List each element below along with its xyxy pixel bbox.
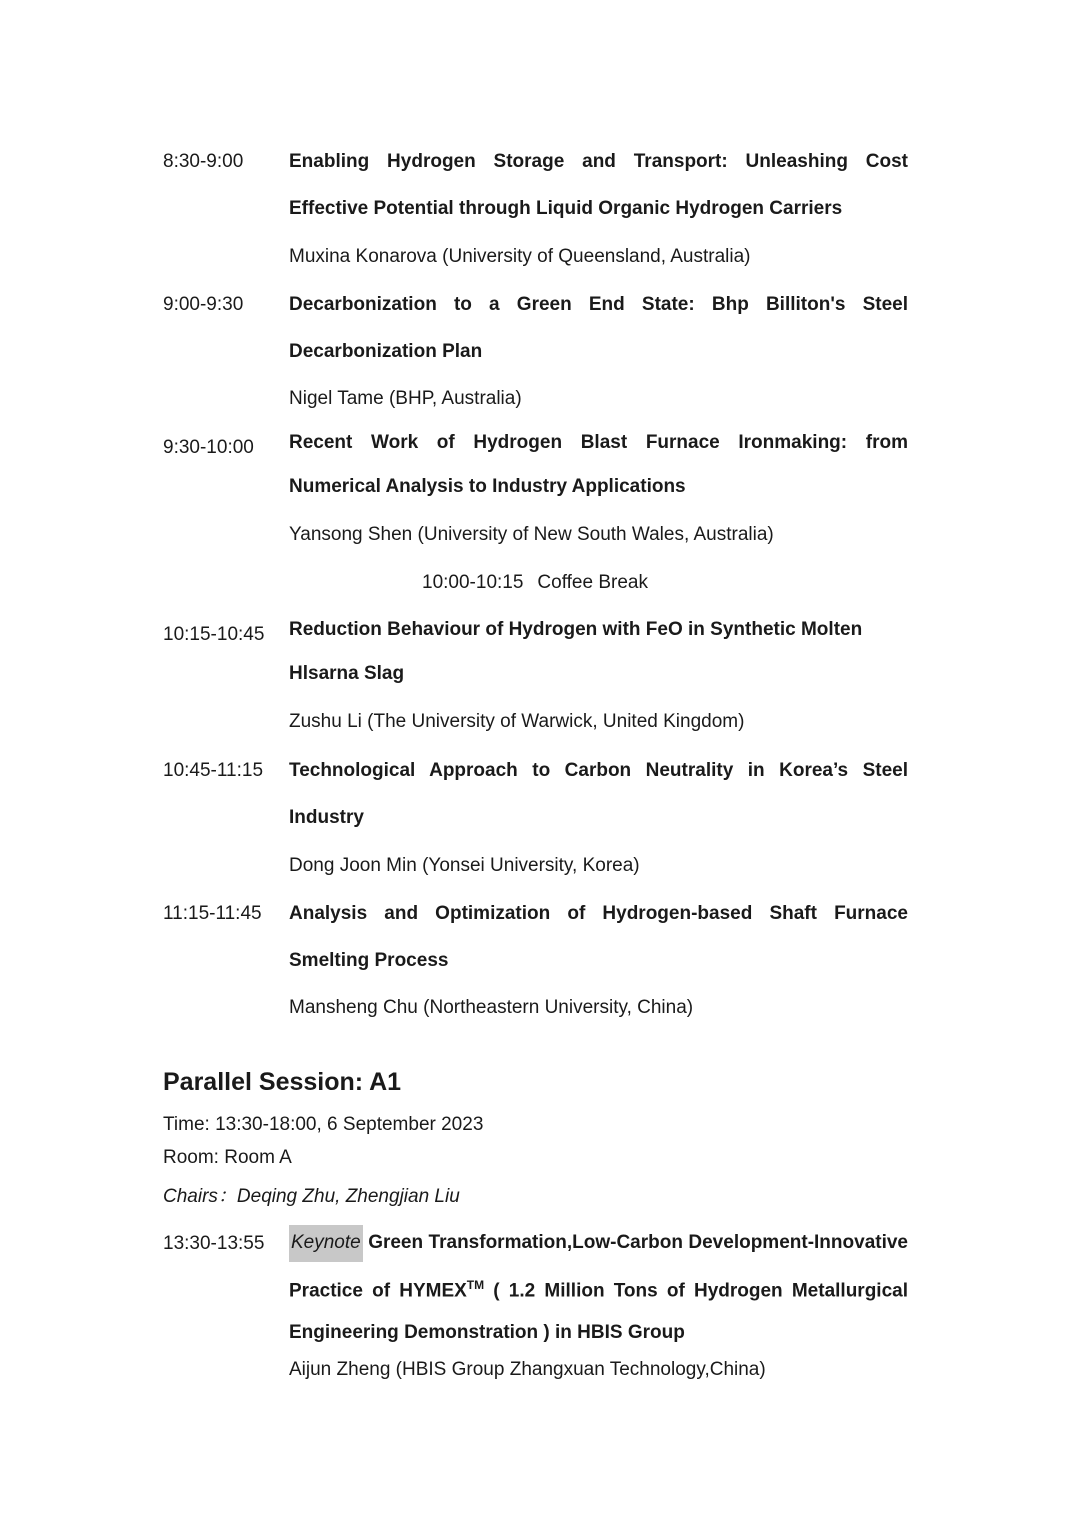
talk-title: Reduction Behaviour of Hydrogen with FeO in Synthetic Molten Hlsarna Slag (289, 619, 863, 684)
coffee-break (422, 572, 648, 594)
talk-speaker: Muxina Konarova (University of Queensland, Australia) (289, 246, 751, 267)
talk-speaker: Nigel Tame (BHP, Australia) (289, 388, 522, 409)
keynote-tag: Keynote (289, 1225, 363, 1262)
break-label: Coffee Break (537, 572, 648, 593)
talk-speaker: Mansheng Chu (Northeastern University, China) (289, 997, 694, 1018)
talk-time: 8:30-9:00 (163, 151, 244, 172)
talk-time: 10:45-11:15 (163, 760, 264, 781)
talk-title: Recent Work of Hydrogen Blast Furnace Ironmaking: from Numerical Analysis to Industry Applications (289, 432, 908, 497)
session-heading: Parallel Session: A1 (163, 1068, 402, 1096)
talk-time: 9:00-9:30 (163, 294, 244, 315)
talk-time: 11:15-11:45 (163, 903, 262, 924)
talk-time: 9:30-10:00 (163, 437, 254, 458)
chairs-names: Deqing Zhu, Zhengjian Liu (236, 1186, 460, 1207)
talk-speaker: Dong Joon Min (Yonsei University, Korea) (289, 855, 640, 876)
keynote-title-main: Green Transformation,Low-Carbon Development-Innovative Practice of HYMEX (289, 1232, 908, 1302)
break-time: 10:00-10:15 (422, 572, 524, 593)
session-chairs (163, 1181, 460, 1208)
talk-title: Enabling Hydrogen Storage and Transport: Unleashing Cost Effective Potential through Liquid Organic Hydrogen Carriers (289, 151, 908, 219)
talk-speaker: Aijun Zheng (HBIS Group Zhangxuan Technology,China) (289, 1359, 766, 1380)
talk-title: Technological Approach to Carbon Neutrality in Korea’s Steel Industry (289, 760, 908, 828)
talk-title: Decarbonization to a Green End State: Bhp Billiton's Steel Decarbonization Plan (289, 294, 908, 362)
keynote-title-rest: ( 1.2 Million Tons of Hydrogen Metallurgical Engineering Demonstration ) in HBIS Group (289, 1280, 908, 1344)
talk-title (289, 1222, 908, 1354)
talk-speaker: Yansong Shen (University of New South Wales, Australia) (289, 524, 774, 545)
chairs-label: Chairs： (163, 1186, 237, 1207)
session-time: Time: 13:30-18:00, 6 September 2023 (163, 1114, 484, 1135)
talk-speaker: Zushu Li (The University of Warwick, United Kingdom) (289, 711, 745, 732)
talk-title: Analysis and Optimization of Hydrogen-based Shaft Furnace Smelting Process (289, 903, 908, 971)
trademark-mark: TM (466, 1278, 485, 1292)
talk-time: 10:15-10:45 (163, 624, 265, 645)
session-room: Room: Room A (163, 1147, 292, 1168)
talk-time: 13:30-13:55 (163, 1233, 265, 1254)
